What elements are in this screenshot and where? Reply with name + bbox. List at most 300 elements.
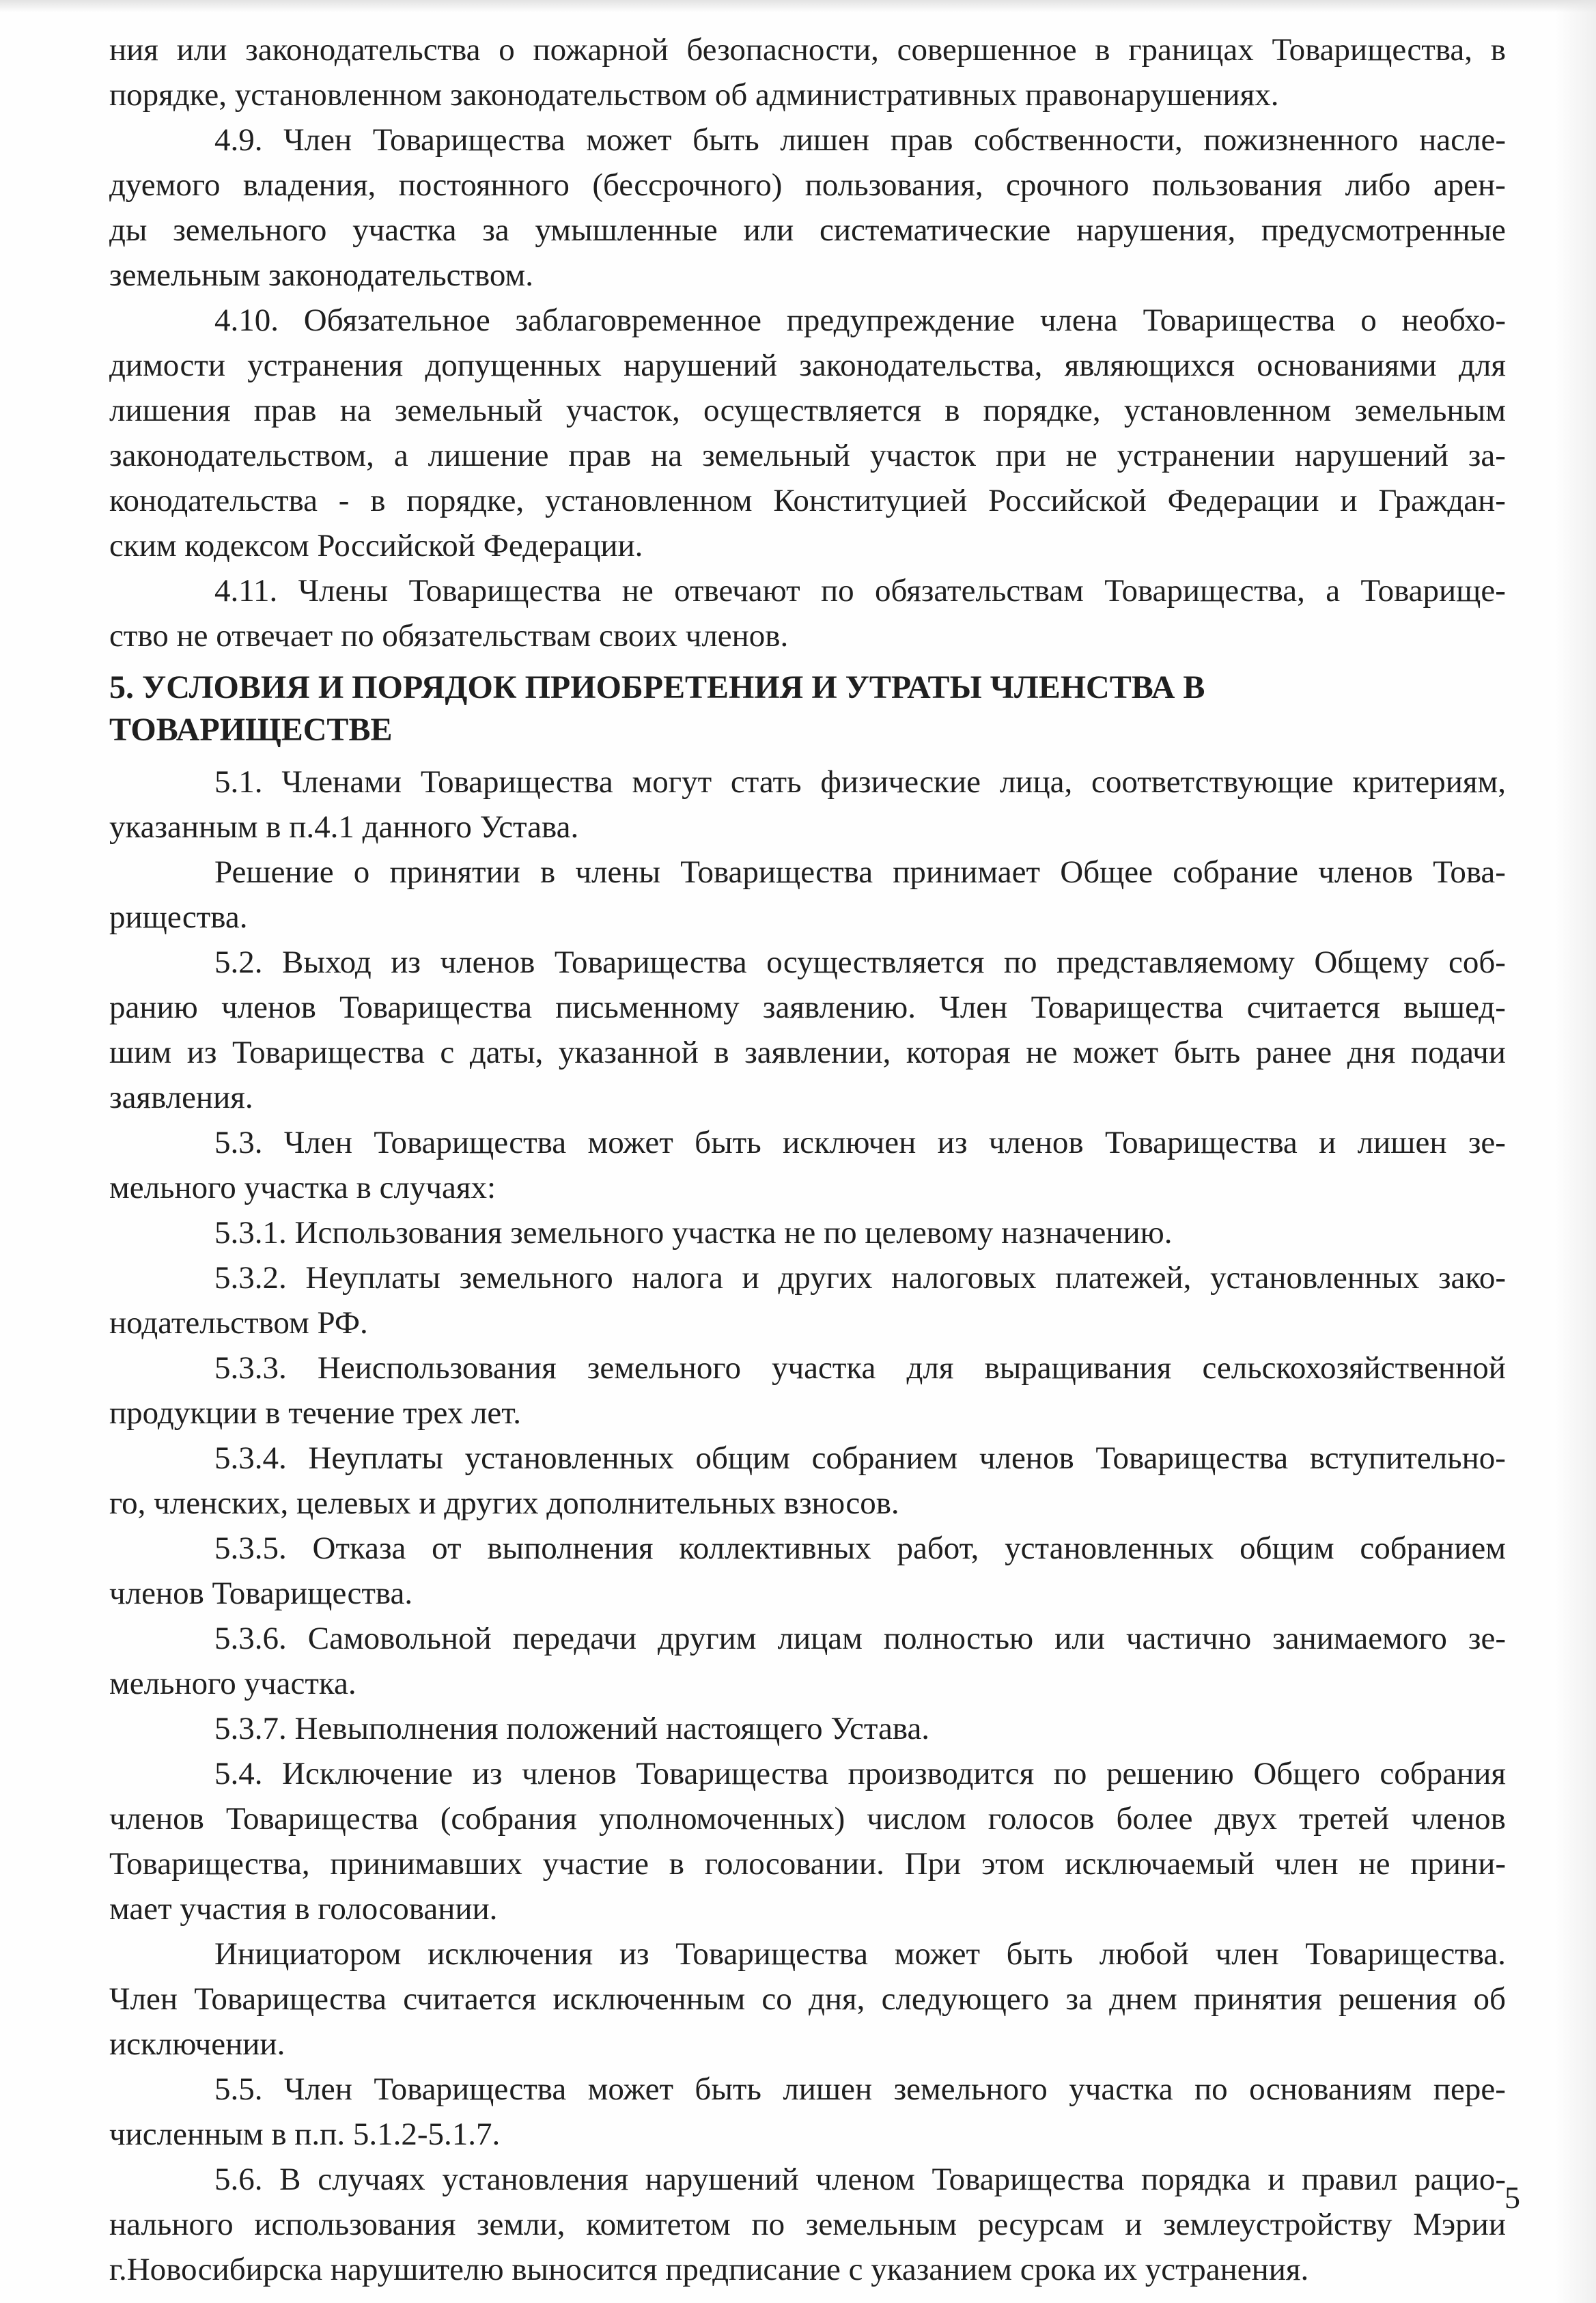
word: может (586, 122, 672, 158)
section-heading-line: 5. УСЛОВИЯ И ПОРЯДОК ПРИОБРЕТЕНИЯ И УТРАТЫ ЧЛЕНСТВА В (109, 669, 1205, 706)
word: заблаговременное (515, 303, 761, 338)
word: исключаемый (1065, 1846, 1255, 1882)
word: полностью (883, 1621, 1034, 1656)
paragraph (109, 27, 1506, 117)
text-line (109, 1841, 1506, 1886)
word: безопасности, (686, 32, 879, 68)
word: устранения (247, 348, 404, 383)
word: считается (1246, 990, 1380, 1025)
word: производится (848, 1756, 1035, 1791)
paragraph (109, 1345, 1506, 1436)
word: установленных (1210, 1260, 1420, 1296)
word: установленном (1123, 393, 1332, 428)
word: ния (109, 32, 158, 68)
text-line (109, 117, 1506, 163)
text-line: членов Товарищества. (109, 1576, 413, 1611)
word: в (1490, 32, 1506, 68)
text-line: 5.3.7. Невыполнения положений настоящего Устава. (214, 1711, 930, 1746)
word: прав (253, 393, 317, 428)
word: основаниям (1249, 2071, 1412, 2107)
word: в (714, 1035, 729, 1070)
text-line: указанным в п.4.1 данного Устава. (109, 809, 579, 845)
word: участка (352, 212, 457, 248)
word: члена (1039, 303, 1118, 338)
word: Товарищества (1031, 990, 1224, 1025)
word: которая (906, 1035, 1011, 1070)
word: может (587, 2071, 673, 2107)
word: по (751, 2207, 785, 2242)
word: земельным (1354, 393, 1506, 428)
word: Товарищества (675, 1936, 869, 1972)
word: арен- (1433, 167, 1506, 203)
word: а (1326, 573, 1341, 609)
word: и (1268, 2162, 1285, 2197)
word: 5.3. (214, 1125, 263, 1160)
word: предупреждение (786, 303, 1016, 338)
word: являющихся (1064, 348, 1235, 383)
word: В (279, 2162, 301, 2197)
word: в (669, 1846, 684, 1882)
word: лишен (780, 122, 870, 158)
word: зако- (1438, 1260, 1506, 1296)
word: уполномоченных) (598, 1801, 845, 1837)
word: Член (283, 1125, 352, 1160)
word: могут (632, 764, 712, 800)
word: члены (575, 854, 661, 890)
word: голосов (988, 1801, 1095, 1837)
text-line (109, 298, 1506, 343)
text-line (109, 1345, 1506, 1391)
word: по (1194, 2071, 1228, 2107)
word: вступительно- (1309, 1440, 1506, 1476)
word: Товарищества (225, 1801, 419, 1837)
word: из (472, 1756, 503, 1791)
word: пожизненного (1203, 122, 1399, 158)
word: 5.3.2. (214, 1260, 287, 1296)
word: или (176, 32, 227, 68)
word: лишение (428, 438, 549, 473)
word: Российской (988, 483, 1147, 518)
word: - (338, 483, 350, 518)
word: других (778, 1260, 873, 1296)
word: членов (979, 1440, 1074, 1476)
word: ды (109, 212, 148, 248)
text-line: продукции в течение трех лет. (109, 1395, 522, 1431)
text-line (109, 1616, 1506, 1661)
word: земельного (459, 1260, 613, 1296)
text-line (109, 1436, 1506, 1481)
word: дня (1347, 1035, 1396, 1070)
text-line (109, 940, 1506, 985)
word: ресурсам (977, 2207, 1104, 2242)
word: Товарищества (232, 1035, 425, 1070)
word: комитетом (586, 2207, 731, 2242)
text-line (109, 1977, 1506, 2022)
word: или (1054, 1621, 1105, 1656)
word: 4.11. (214, 573, 278, 609)
word: срочного (1006, 167, 1130, 203)
word: коллективных (679, 1531, 871, 1566)
word: указанной (558, 1035, 699, 1070)
word: член (1274, 1846, 1339, 1882)
word: подачи (1410, 1035, 1506, 1070)
word: считается (403, 1981, 537, 2017)
word: нального (109, 2207, 234, 2242)
word: третей (1299, 1801, 1390, 1837)
word: 5.6. (214, 2162, 263, 2197)
word: Товарищества (680, 854, 873, 890)
word: осуществляется (766, 945, 985, 980)
word: нарушения, (1076, 212, 1236, 248)
paragraph (109, 1751, 1506, 1931)
word: Неиспользования (317, 1350, 557, 1386)
word: о (353, 854, 370, 890)
word: 5.3.5. (214, 1531, 287, 1566)
word: совершенное (897, 32, 1077, 68)
paragraph (109, 2157, 1506, 2292)
word: земельный (702, 438, 850, 473)
word: дуемого (109, 167, 221, 203)
word: и (1340, 483, 1358, 518)
word: лишен (783, 2071, 873, 2107)
word: Товарищества (1143, 303, 1336, 338)
word: не (1026, 1035, 1058, 1070)
word: собрание (1173, 854, 1299, 890)
paragraph (109, 1616, 1506, 1706)
word: Член (109, 1981, 178, 2017)
word: участие (542, 1846, 649, 1882)
word: Членами (281, 764, 402, 800)
word: принимает (893, 854, 1041, 890)
word: налога (632, 1260, 723, 1296)
text-line: нодательством РФ. (109, 1305, 368, 1341)
word: зе- (1468, 1621, 1506, 1656)
word: по (820, 573, 854, 609)
word: принимавших (330, 1846, 522, 1882)
word: о (1360, 303, 1377, 338)
word: этом (981, 1846, 1045, 1882)
word: земельным (805, 2207, 957, 2242)
word: Товарищества (554, 945, 747, 980)
word: за (1065, 1981, 1093, 2017)
word: на (339, 393, 372, 428)
word: занимаемого (1272, 1621, 1447, 1656)
text-line: порядке, установленном законодательством об административных правонарушениях. (109, 77, 1279, 113)
word: (бессрочного) (592, 167, 783, 203)
word: установленном (545, 483, 753, 518)
word: шим (109, 1035, 172, 1070)
word: о (499, 32, 515, 68)
word: насле- (1419, 122, 1506, 158)
word: использования (254, 2207, 456, 2242)
text-line (109, 1751, 1506, 1796)
word: правил (1302, 2162, 1398, 2197)
word: участка (1069, 2071, 1173, 2107)
text-line (109, 568, 1506, 613)
word: лицам (777, 1621, 863, 1656)
word: собранием (811, 1440, 958, 1476)
text-line: ство не отвечает по обязательствам своих членов. (109, 618, 789, 654)
word: 5.4. (214, 1756, 263, 1791)
word: из (391, 945, 421, 980)
word: быть (1006, 1936, 1074, 1972)
text-line (109, 1526, 1506, 1571)
word: со (761, 1981, 792, 2017)
word: и (1319, 1125, 1336, 1160)
word: (собрания (440, 1801, 577, 1837)
word: прав (568, 438, 632, 473)
word: следующего (881, 1981, 1050, 2017)
text-line: г.Новосибирска нарушителю выносится предписание с указанием срока их устранения. (109, 2252, 1309, 2287)
word: членов (109, 1801, 204, 1837)
word: членов (1411, 1801, 1506, 1837)
word: Член (283, 122, 352, 158)
word: Товарищества (1095, 1440, 1289, 1476)
word: законодательством, (109, 438, 374, 473)
word: основаниями (1257, 348, 1437, 383)
word: рацио- (1414, 2162, 1506, 2197)
word: не (1358, 1846, 1390, 1882)
word: быть (695, 1125, 761, 1160)
word: выполнения (487, 1531, 654, 1566)
word: законодательства, (799, 348, 1043, 383)
word: собрания (1380, 1756, 1506, 1791)
word: Общему (1314, 945, 1429, 980)
text-line: рищества. (109, 899, 248, 935)
word: при (995, 438, 1046, 473)
word: 5.5. (214, 2071, 263, 2107)
page-number: 5 (1504, 2180, 1520, 2215)
word: либо (1345, 167, 1411, 203)
word: землеустройству (1163, 2207, 1392, 2242)
text-line: заявления. (109, 1080, 253, 1115)
word: зе- (1468, 1125, 1506, 1160)
text-line: мельного участка в случаях: (109, 1170, 496, 1205)
word: днем (1109, 1981, 1177, 2017)
text-line: земельным законодательством. (109, 257, 534, 293)
word: членов (440, 945, 535, 980)
word: Отказа (312, 1531, 406, 1566)
word: Мэрии (1413, 2207, 1506, 2242)
paragraph (109, 568, 1506, 658)
word: Решение (214, 854, 334, 890)
word: При (904, 1846, 962, 1882)
word: принятии (389, 854, 520, 890)
paragraph (109, 298, 1506, 568)
word: земельный (394, 393, 543, 428)
word: устранении (1117, 438, 1275, 473)
word: Товарищества (408, 573, 602, 609)
word: Общего (1253, 1756, 1360, 1791)
word: умышленные (535, 212, 718, 248)
word: членов (1318, 854, 1413, 890)
word: от (432, 1531, 462, 1566)
word: в (1095, 32, 1110, 68)
document-body (109, 27, 1506, 2292)
word: налоговых (891, 1260, 1037, 1296)
paragraph (109, 1526, 1506, 1616)
word: допущенных (425, 348, 602, 383)
text-line: го, членских, целевых и других дополнительных взносов. (109, 1485, 899, 1521)
word: Това- (1433, 854, 1506, 890)
word: общим (695, 1440, 790, 1476)
word: исключенным (552, 1981, 746, 2017)
word: пользования (1151, 167, 1323, 203)
word: членов (221, 990, 316, 1025)
word: не (1065, 438, 1097, 473)
word: Товарищества. (1305, 1936, 1506, 1972)
word: решению (1106, 1756, 1234, 1791)
word: по (1053, 1756, 1087, 1791)
word: Выход (282, 945, 372, 980)
word: даты, (469, 1035, 544, 1070)
word: может (1072, 1035, 1159, 1070)
paragraph (109, 850, 1506, 940)
text-line: ским кодексом Российской Федерации. (109, 528, 643, 563)
word: более (1116, 1801, 1193, 1837)
word: может (894, 1936, 981, 1972)
word: собранием (1360, 1531, 1506, 1566)
word: принятия (1193, 1981, 1322, 2017)
word: Товарищества (372, 122, 565, 158)
word: пожарной (533, 32, 669, 68)
word: физические (820, 764, 981, 800)
word: членов (988, 1125, 1084, 1160)
word: об (1473, 1981, 1506, 2017)
word: не (621, 573, 654, 609)
word: член (1215, 1936, 1279, 1972)
word: может (587, 1125, 673, 1160)
word: участок, (565, 393, 680, 428)
word: Самовольной (307, 1621, 492, 1656)
word: для (1458, 348, 1506, 383)
word: решения (1339, 1981, 1457, 2017)
word: за- (1468, 438, 1506, 473)
word: отвечают (674, 573, 800, 609)
word: платежей, (1055, 1260, 1192, 1296)
word: передачи (512, 1621, 637, 1656)
paragraph (109, 1436, 1506, 1526)
paragraph (109, 1120, 1506, 1210)
word: нарушений (624, 348, 778, 383)
text-line (109, 1255, 1506, 1300)
word: любой (1099, 1936, 1189, 1972)
text-line (109, 1120, 1506, 1165)
word: установленных (1005, 1531, 1214, 1566)
word: числом (867, 1801, 966, 1837)
word: стать (730, 764, 802, 800)
word: другим (658, 1621, 757, 1656)
word: Неуплаты (308, 1440, 443, 1476)
word: выращивания (984, 1350, 1172, 1386)
section-heading (109, 667, 1506, 751)
word: Граждан- (1378, 483, 1506, 518)
word: участок (869, 438, 976, 473)
word: двух (1214, 1801, 1277, 1837)
word: 4.9. (214, 122, 263, 158)
text-line (109, 27, 1506, 72)
word: систематические (819, 212, 1051, 248)
word: 5.1. (214, 764, 263, 800)
text-line (109, 2157, 1506, 2202)
word: из (937, 1125, 968, 1160)
word: земли, (476, 2207, 565, 2242)
word: установления (442, 2162, 629, 2197)
word: пере- (1433, 2071, 1506, 2107)
word: сельскохозяйственной (1202, 1350, 1506, 1386)
text-line: мельного участка. (109, 1666, 356, 1701)
word: Товарищества (636, 1756, 829, 1791)
word: исключения (428, 1936, 593, 1972)
word: заявлению. (762, 990, 916, 1025)
word: письменному (555, 990, 740, 1025)
word: исключен (783, 1125, 916, 1160)
word: прини- (1410, 1846, 1506, 1882)
word: границах (1128, 32, 1254, 68)
text-line (109, 1030, 1506, 1075)
word: Товарищества (374, 1125, 567, 1160)
word: ранию (109, 990, 198, 1025)
text-line (109, 343, 1506, 388)
word: владения, (242, 167, 376, 203)
word: Товарищества, (109, 1846, 310, 1882)
text-line: мает участия в голосовании. (109, 1891, 498, 1927)
word: Неуплаты (305, 1260, 440, 1296)
word: Член (283, 2071, 352, 2107)
word: по (1003, 945, 1037, 980)
word: участка (772, 1350, 876, 1386)
paragraph (109, 1706, 1506, 1751)
word: быть (1173, 1035, 1241, 1070)
word: соответствующие (1091, 764, 1334, 800)
word: земельного (893, 2071, 1048, 2107)
word: членов (521, 1756, 617, 1791)
word: случаях (318, 2162, 425, 2197)
word: осуществляется (703, 393, 922, 428)
word: земельного (173, 212, 327, 248)
word: порядке, (406, 483, 524, 518)
scan-shadow-right (1555, 0, 1596, 2303)
word: Члены (298, 573, 389, 609)
word: Товарищества (374, 2071, 567, 2107)
word: членом (815, 2162, 915, 2197)
word: Обязательное (303, 303, 490, 338)
word: представляемому (1056, 945, 1295, 980)
word: 4.10. (214, 303, 279, 338)
word: 5.2. (214, 945, 263, 980)
word: Конституцией (773, 483, 968, 518)
text-line: 5.3.1. Использования земельного участка не по целевому назначению. (214, 1215, 1173, 1251)
word: Инициатором (214, 1936, 402, 1972)
paragraph (109, 1255, 1506, 1345)
text-line (109, 433, 1506, 478)
word: Товарищества, (1104, 573, 1305, 609)
text-line (109, 850, 1506, 895)
word: на (651, 438, 683, 473)
paragraph (109, 1931, 1506, 2067)
word: из (619, 1936, 649, 1972)
word: и (742, 1260, 759, 1296)
word: обязательствам (874, 573, 1084, 609)
word: постоянного (398, 167, 570, 203)
paragraph (109, 1210, 1506, 1255)
word: установленных (464, 1440, 674, 1476)
word: собственности, (974, 122, 1183, 158)
word: Товарищества (194, 1981, 387, 2017)
word: для (906, 1350, 954, 1386)
word: конодательства (109, 483, 318, 518)
paragraph (109, 759, 1506, 850)
